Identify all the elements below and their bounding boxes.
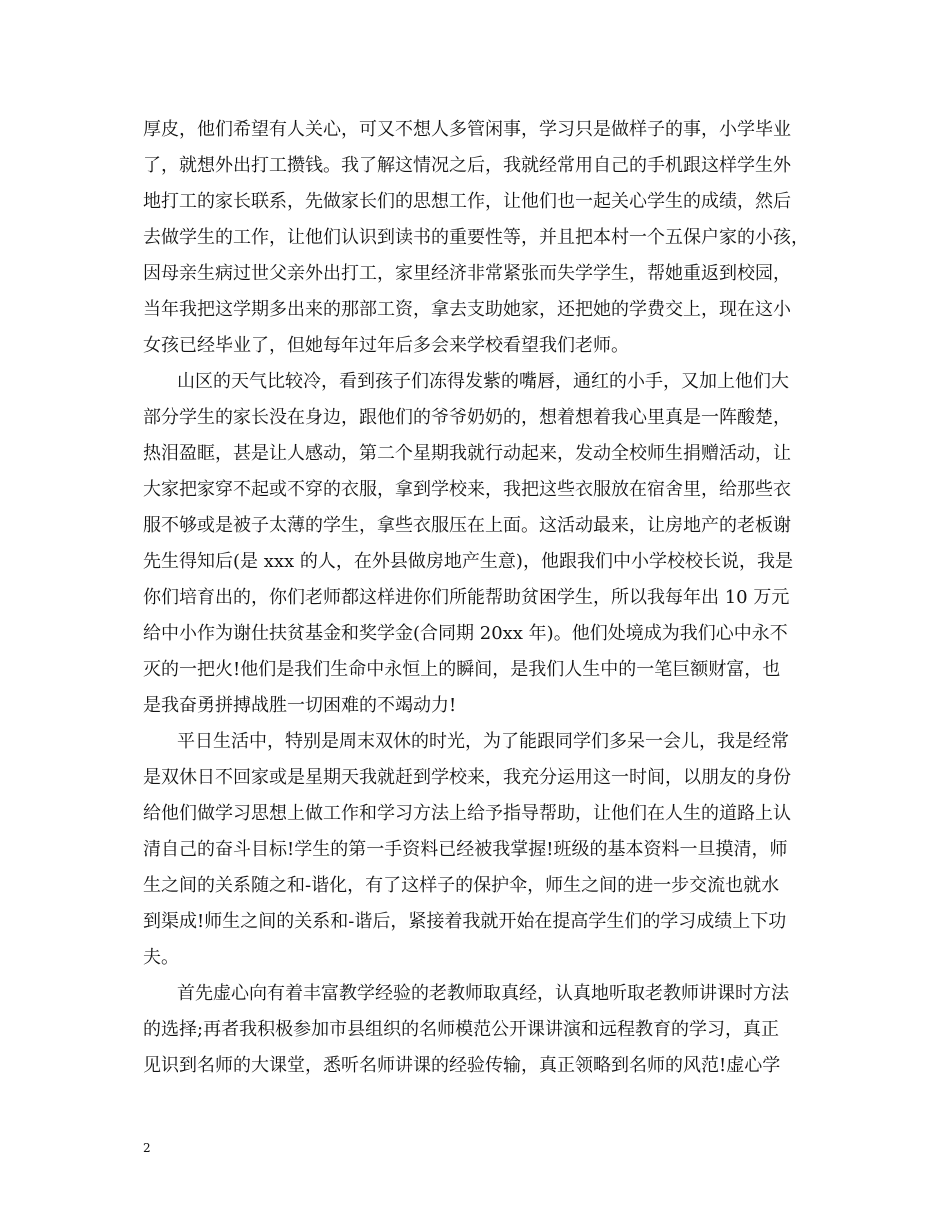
paragraph-1-line-7: 女孩已经毕业了，但她每年过年后多会来学校看望我们老师。 bbox=[143, 335, 629, 356]
page-number: 2 bbox=[143, 1141, 151, 1155]
paragraph-4-line-3: 见识到名师的大课堂，悉听名师讲课的经验传输，真正领略到名师的风范!虚心学 bbox=[143, 1055, 781, 1076]
paragraph-2-line-5: 服不够或是被子太薄的学生，拿些衣服压在上面。这活动最来，让房地产的老板谢 bbox=[143, 515, 791, 536]
paragraph-2-line-4: 大家把家穿不起或不穿的衣服，拿到学校来，我把这些衣服放在宿舍里，给那些衣 bbox=[143, 479, 791, 500]
paragraph-3-line-7: 夫。 bbox=[143, 947, 179, 968]
paragraph-2-line-3: 热泪盈眶，甚是让人感动，第二个星期我就行动起来，发动全校师生捐赠活动，让 bbox=[143, 443, 791, 464]
paragraph-3-line-6: 到渠成!师生之间的关系和-谐后，紧接着我就开始在提高学生们的学习成绩上下功 bbox=[143, 911, 787, 932]
paragraph-3-line-2: 是双休日不回家或是星期天我就赶到学校来，我充分运用这一时间，以朋友的身份 bbox=[143, 767, 791, 788]
paragraph-3-line-4: 清自己的奋斗目标!学生的第一手资料已经被我掌握!班级的基本资料一旦摸清，师 bbox=[143, 839, 788, 860]
paragraph-3-line-5: 生之间的关系随之和-谐化，有了这样子的保护伞，师生之间的进一步交流也就水 bbox=[143, 875, 780, 896]
paragraph-1-line-4: 去做学生的工作，让他们认识到读书的重要性等，并且把本村一个五保户家的小孩， bbox=[143, 227, 809, 248]
paragraph-1-line-6: 当年我把这学期多出来的那部工资，拿去支助她家，还把她的学费交上，现在这小 bbox=[143, 299, 791, 320]
paragraph-1-line-5: 因母亲生病过世父亲外出打工，家里经济非常紧张而失学学生，帮她重返到校园， bbox=[143, 263, 791, 284]
paragraph-2-line-9: 灭的一把火!他们是我们生命中永恒上的瞬间，是我们人生中的一笔巨额财富，也 bbox=[143, 659, 781, 680]
paragraph-1-line-2: 了，就想外出打工攒钱。我了解这情况之后，我就经常用自己的手机跟这样学生外 bbox=[143, 155, 791, 176]
paragraph-4-line-2: 的选择;再者我积极参加市县组织的名师模范公开课讲演和远程教育的学习，真正 bbox=[143, 1019, 780, 1040]
paragraph-2-line-8: 给中小作为谢仕扶贫基金和奖学金(合同期 20xx 年)。他们处境成为我们心中永不 bbox=[143, 623, 788, 644]
paragraph-2-line-6: 先生得知后(是 xxx 的人，在外县做房地产生意)，他跟我们中小学校校长说，我是 bbox=[143, 551, 793, 572]
paragraph-2-line-1: 山区的天气比较冷，看到孩子们冻得发紫的嘴唇，通红的小手，又加上他们大 bbox=[177, 371, 789, 392]
paragraph-2-line-10: 是我奋勇拼搏战胜一切困难的不竭动力! bbox=[143, 695, 457, 716]
paragraph-3-line-3: 给他们做学习思想上做工作和学习方法上给予指导帮助，让他们在人生的道路上认 bbox=[143, 803, 791, 824]
paragraph-1-line-3: 地打工的家长联系，先做家长们的思想工作，让他们也一起关心学生的成绩，然后 bbox=[143, 191, 791, 212]
paragraph-4-line-1: 首先虚心向有着丰富教学经验的老教师取真经，认真地听取老教师讲课时方法 bbox=[177, 983, 789, 1004]
paragraph-3-line-1: 平日生活中，特别是周末双休的时光，为了能跟同学们多呆一会儿，我是经常 bbox=[177, 731, 789, 752]
paragraph-2-line-7: 你们培育出的，你们老师都这样进你们所能帮助贫困学生，所以我每年出 10 万元 bbox=[143, 587, 790, 608]
paragraph-2-line-2: 部分学生的家长没在身边，跟他们的爷爷奶奶的，想着想着我心里真是一阵酸楚， bbox=[143, 407, 791, 428]
paragraph-1-line-1: 厚皮，他们希望有人关心，可又不想人多管闲事，学习只是做样子的事，小学毕业 bbox=[143, 119, 791, 140]
